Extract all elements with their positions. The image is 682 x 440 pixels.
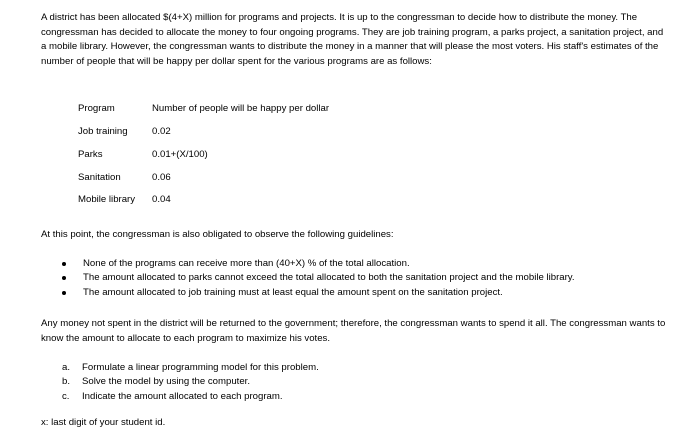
row-program: Mobile library [78, 194, 136, 205]
task-letter: c. [62, 391, 70, 402]
task-text: Indicate the amount allocated to each program. [82, 391, 283, 402]
header-program: Program [78, 103, 115, 114]
row-program: Parks [78, 149, 103, 160]
row-program: Sanitation [78, 172, 121, 183]
guidelines-intro: At this point, the congressman is also obligated to observe the following guidelines: [41, 229, 394, 240]
list-item-text: The amount allocated to job training must at least equal the amount spent on the sanitation project. [83, 287, 503, 298]
intro-paragraph: A district has been allocated $(4+X) million for programs and projects. It is up to the congressman to decide how to distribute the money. The congressman has decided to allocate the money to four ongoing programs. They are job training program, a parks project, a sanitation project, and a mobile library. However, the congressman wants to distribute the money in a manner that will please the most voters. His staff's estimates of the number of people that will be happy per dollar spent for the various programs are as follows: [41, 12, 664, 67]
bullet-icon [62, 291, 66, 295]
row-program: Job training [78, 126, 128, 137]
bullet-icon [62, 262, 66, 266]
row-value: 0.06 [152, 172, 171, 183]
bullet-icon [62, 276, 66, 280]
row-value: 0.02 [152, 126, 171, 137]
task-text: Formulate a linear programming model for this problem. [82, 362, 319, 373]
row-value: 0.04 [152, 194, 171, 205]
header-value: Number of people will be happy per dollar [152, 103, 330, 114]
task-letter: b. [62, 376, 71, 387]
row-value: 0.01+(X/100) [152, 149, 208, 160]
closing-paragraph: Any money not spent in the district will be returned to the government; therefore, the congressman wants to spend it all. The congressman wants to know the amount to allocate to each program to maximize his votes. [41, 318, 666, 344]
list-item-text: The amount allocated to parks cannot exceed the total allocated to both the sanitation project and the mobile library. [83, 272, 575, 283]
student-id-note: x: last digit of your student id. [41, 417, 166, 428]
task-letter: a. [62, 362, 71, 373]
list-item-text: None of the programs can receive more than (40+X) % of the total allocation. [83, 258, 410, 269]
task-text: Solve the model by using the computer. [82, 376, 250, 387]
